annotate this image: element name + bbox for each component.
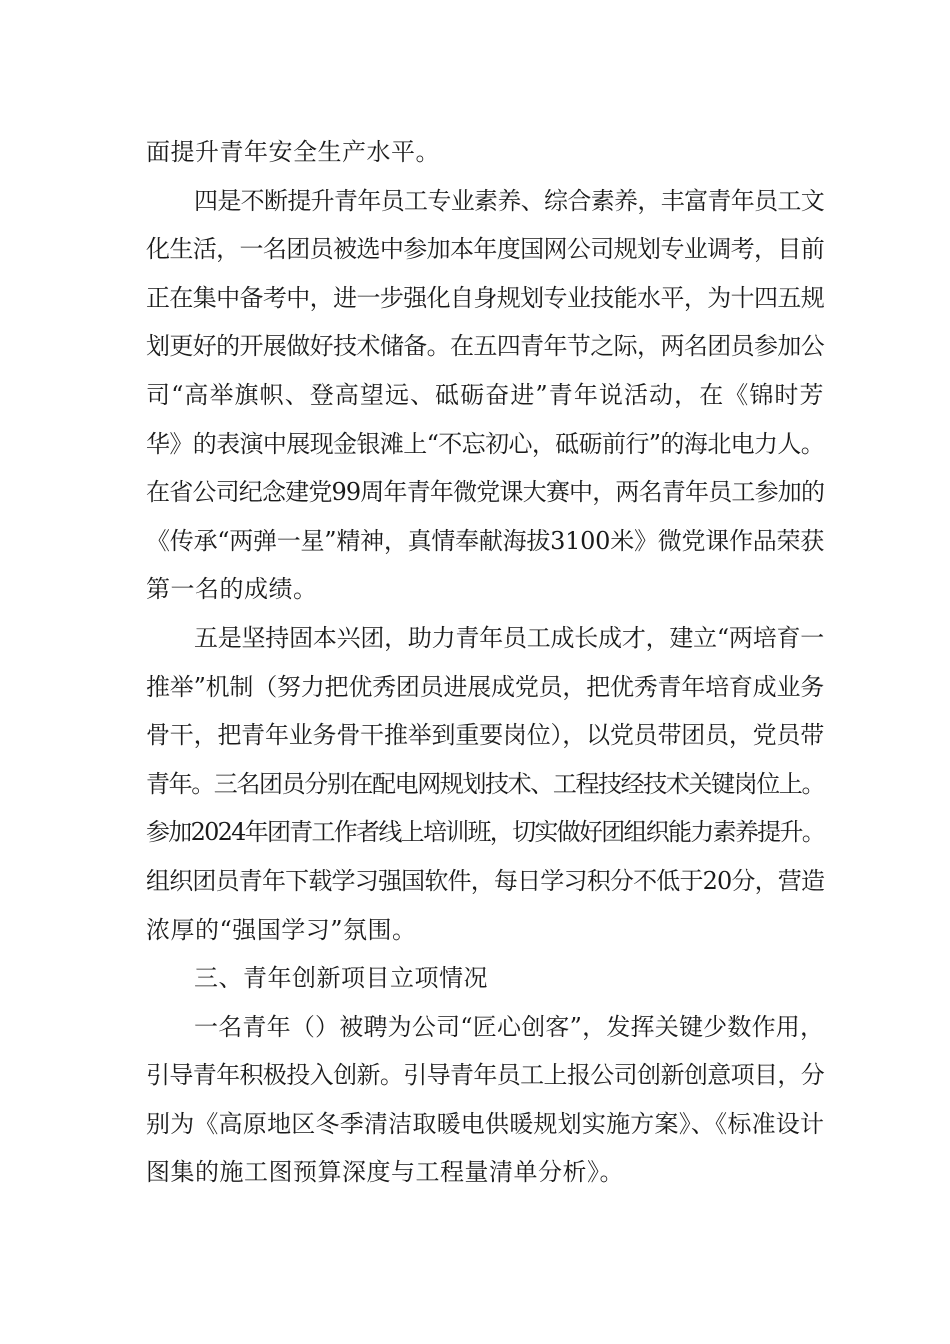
text-line: 在省公司纪念建党99周年青年微党课大赛中，两名青年员工参加的	[146, 478, 824, 507]
text-line: 化生活，一名团员被选中参加本年度国网公司规划专业调考，目前	[146, 235, 824, 264]
text-line: 组织团员青年下载学习强国软件，每日学习积分不低于20分，营造	[146, 866, 824, 895]
text-line: 《传承“两弹一星”精神，真情奉献海拔3100米》微党课作品荣获	[146, 526, 824, 555]
text-line: 引导青年积极投入创新。引导青年员工上报公司创新创意项目，分	[146, 1061, 824, 1090]
text-line: 第一名的成绩。	[146, 575, 318, 604]
text-line: 骨干，把青年业务骨干推举到重要岗位），以党员带团员，党员带	[146, 721, 824, 750]
text-line: 参加2024年团青工作者线上培训班，切实做好团组织能力素养提升。	[146, 818, 824, 847]
text-line: 别为《高原地区冬季清洁取暖电供暖规划实施方案》、《标准设计	[146, 1109, 824, 1138]
text-line: 华》的表演中展现金银滩上“不忘初心，砥砺前行”的海北电力人。	[146, 429, 824, 458]
text-line: 图集的施工图预算深度与工程量清单分析》。	[146, 1158, 624, 1187]
text-line: 司“高举旗帜、登高望远、砥砺奋进”青年说活动，在《锦时芳	[146, 380, 824, 409]
document-body	[146, 128, 824, 1197]
paragraph-first-line: 五是坚持固本兴团，助力青年员工成长成才，建立“两培育一	[194, 623, 824, 652]
text-line: 划更好的开展做好技术储备。在五四青年节之际，两名团员参加公	[146, 332, 824, 361]
section-heading: 三、青年创新项目立项情况	[194, 964, 488, 993]
text-line: 青年。三名团员分别在配电网规划技术、工程技经技术关键岗位上。	[146, 769, 824, 798]
text-line: 面提升青年安全生产水平。	[146, 138, 440, 166]
text-line: 推举”机制（努力把优秀团员进展成党员，把优秀青年培育成业务	[146, 672, 824, 701]
text-line: 浓厚的“强国学习”氛围。	[146, 915, 417, 944]
text-line: 正在集中备考中，进一步强化自身规划专业技能水平，为十四五规	[146, 283, 824, 312]
paragraph-first-line: 一名青年（）被聘为公司“匠心创客”，发挥关键少数作用，	[194, 1012, 824, 1041]
paragraph-first-line: 四是不断提升青年员工专业素养、综合素养，丰富青年员工文	[194, 186, 824, 215]
